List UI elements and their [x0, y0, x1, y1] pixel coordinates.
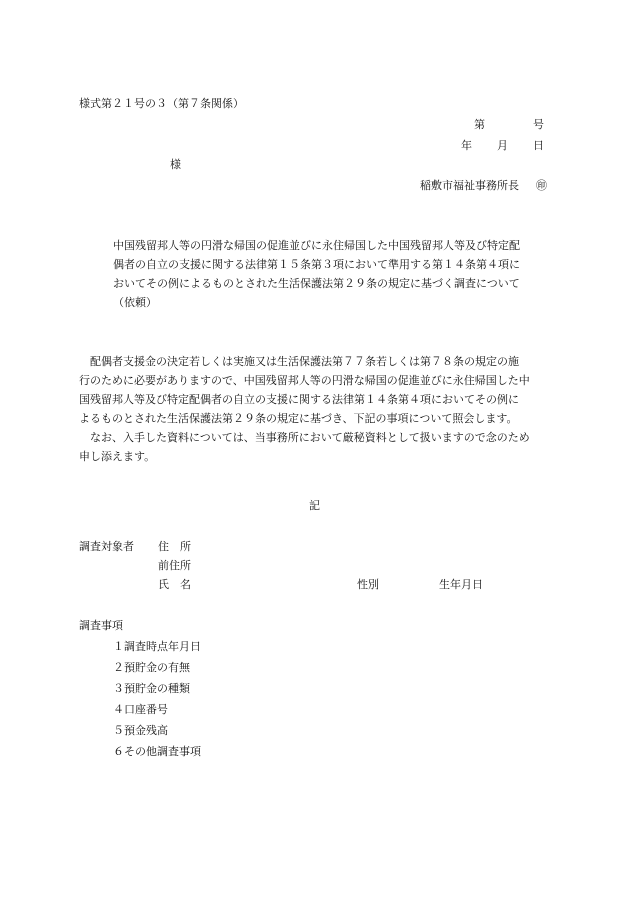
- title-line: 中国残留邦人等の円滑な帰国の促進並びに永住帰国した中国残留邦人等及び特定配: [113, 239, 520, 252]
- doc-number-prefix: 第: [474, 118, 485, 131]
- body-text: [79, 352, 559, 466]
- list-item: ３預貯金の種類: [113, 682, 190, 695]
- list-item: ２預貯金の有無: [113, 661, 190, 674]
- list-item: １調査時点年月日: [113, 640, 201, 653]
- subject-label: 調査対象者: [79, 540, 134, 553]
- sender: 稲敷市福祉事務所長: [420, 179, 519, 192]
- date-day: 日: [533, 139, 544, 152]
- date-month: 月: [497, 139, 508, 152]
- title-line: 偶者の自立の支援に関する法律第１５条第３項において準用する第１４条第４項に: [113, 258, 520, 271]
- recipient-suffix: 様: [170, 158, 181, 171]
- body-line: 行のために必要がありますので、中国残留邦人等の円滑な帰国の促進並びに永住帰国した中: [79, 374, 530, 387]
- list-item: ５預金残高: [113, 724, 168, 737]
- subject-birthdate: 生年月日: [439, 578, 483, 591]
- body-line: 国残留邦人等及び特定配偶者の自立の支援に関する法律第１４条第４項においてその例に: [79, 393, 519, 406]
- list-item: ６その他調査事項: [113, 745, 201, 758]
- list-item: ４口座番号: [113, 703, 168, 716]
- date-year: 年: [461, 139, 472, 152]
- items-label: 調査事項: [79, 619, 123, 632]
- items-list: [113, 636, 201, 762]
- subject-prev-address: 前住所: [158, 559, 191, 572]
- document-title: [113, 236, 553, 312]
- ki-heading: 記: [309, 499, 320, 512]
- doc-number-suffix: 号: [533, 118, 544, 131]
- body-line: 配偶者支援金の決定若しくは実施又は生活保護法第７７条若しくは第７８条の規定の施: [90, 355, 519, 368]
- title-line: （依頼）: [113, 296, 157, 309]
- form-number: 様式第２１号の３（第７条関係）: [79, 97, 244, 110]
- body-line: 申し添えます。: [79, 450, 156, 463]
- seal-mark: ㊞: [536, 179, 547, 192]
- body-line: よるものとされた生活保護法第２９条の規定に基づき、下記の事項について照会します。: [79, 412, 518, 425]
- subject-name: 氏 名: [158, 578, 191, 591]
- title-line: おいてその例によるものとされた生活保護法第２９条の規定に基づく調査について: [113, 277, 520, 290]
- subject-address: 住 所: [158, 540, 191, 553]
- body-line: なお、入手した資料については、当事務所において厳秘資料として扱いますので念のため: [90, 431, 530, 444]
- subject-sex: 性別: [357, 578, 379, 591]
